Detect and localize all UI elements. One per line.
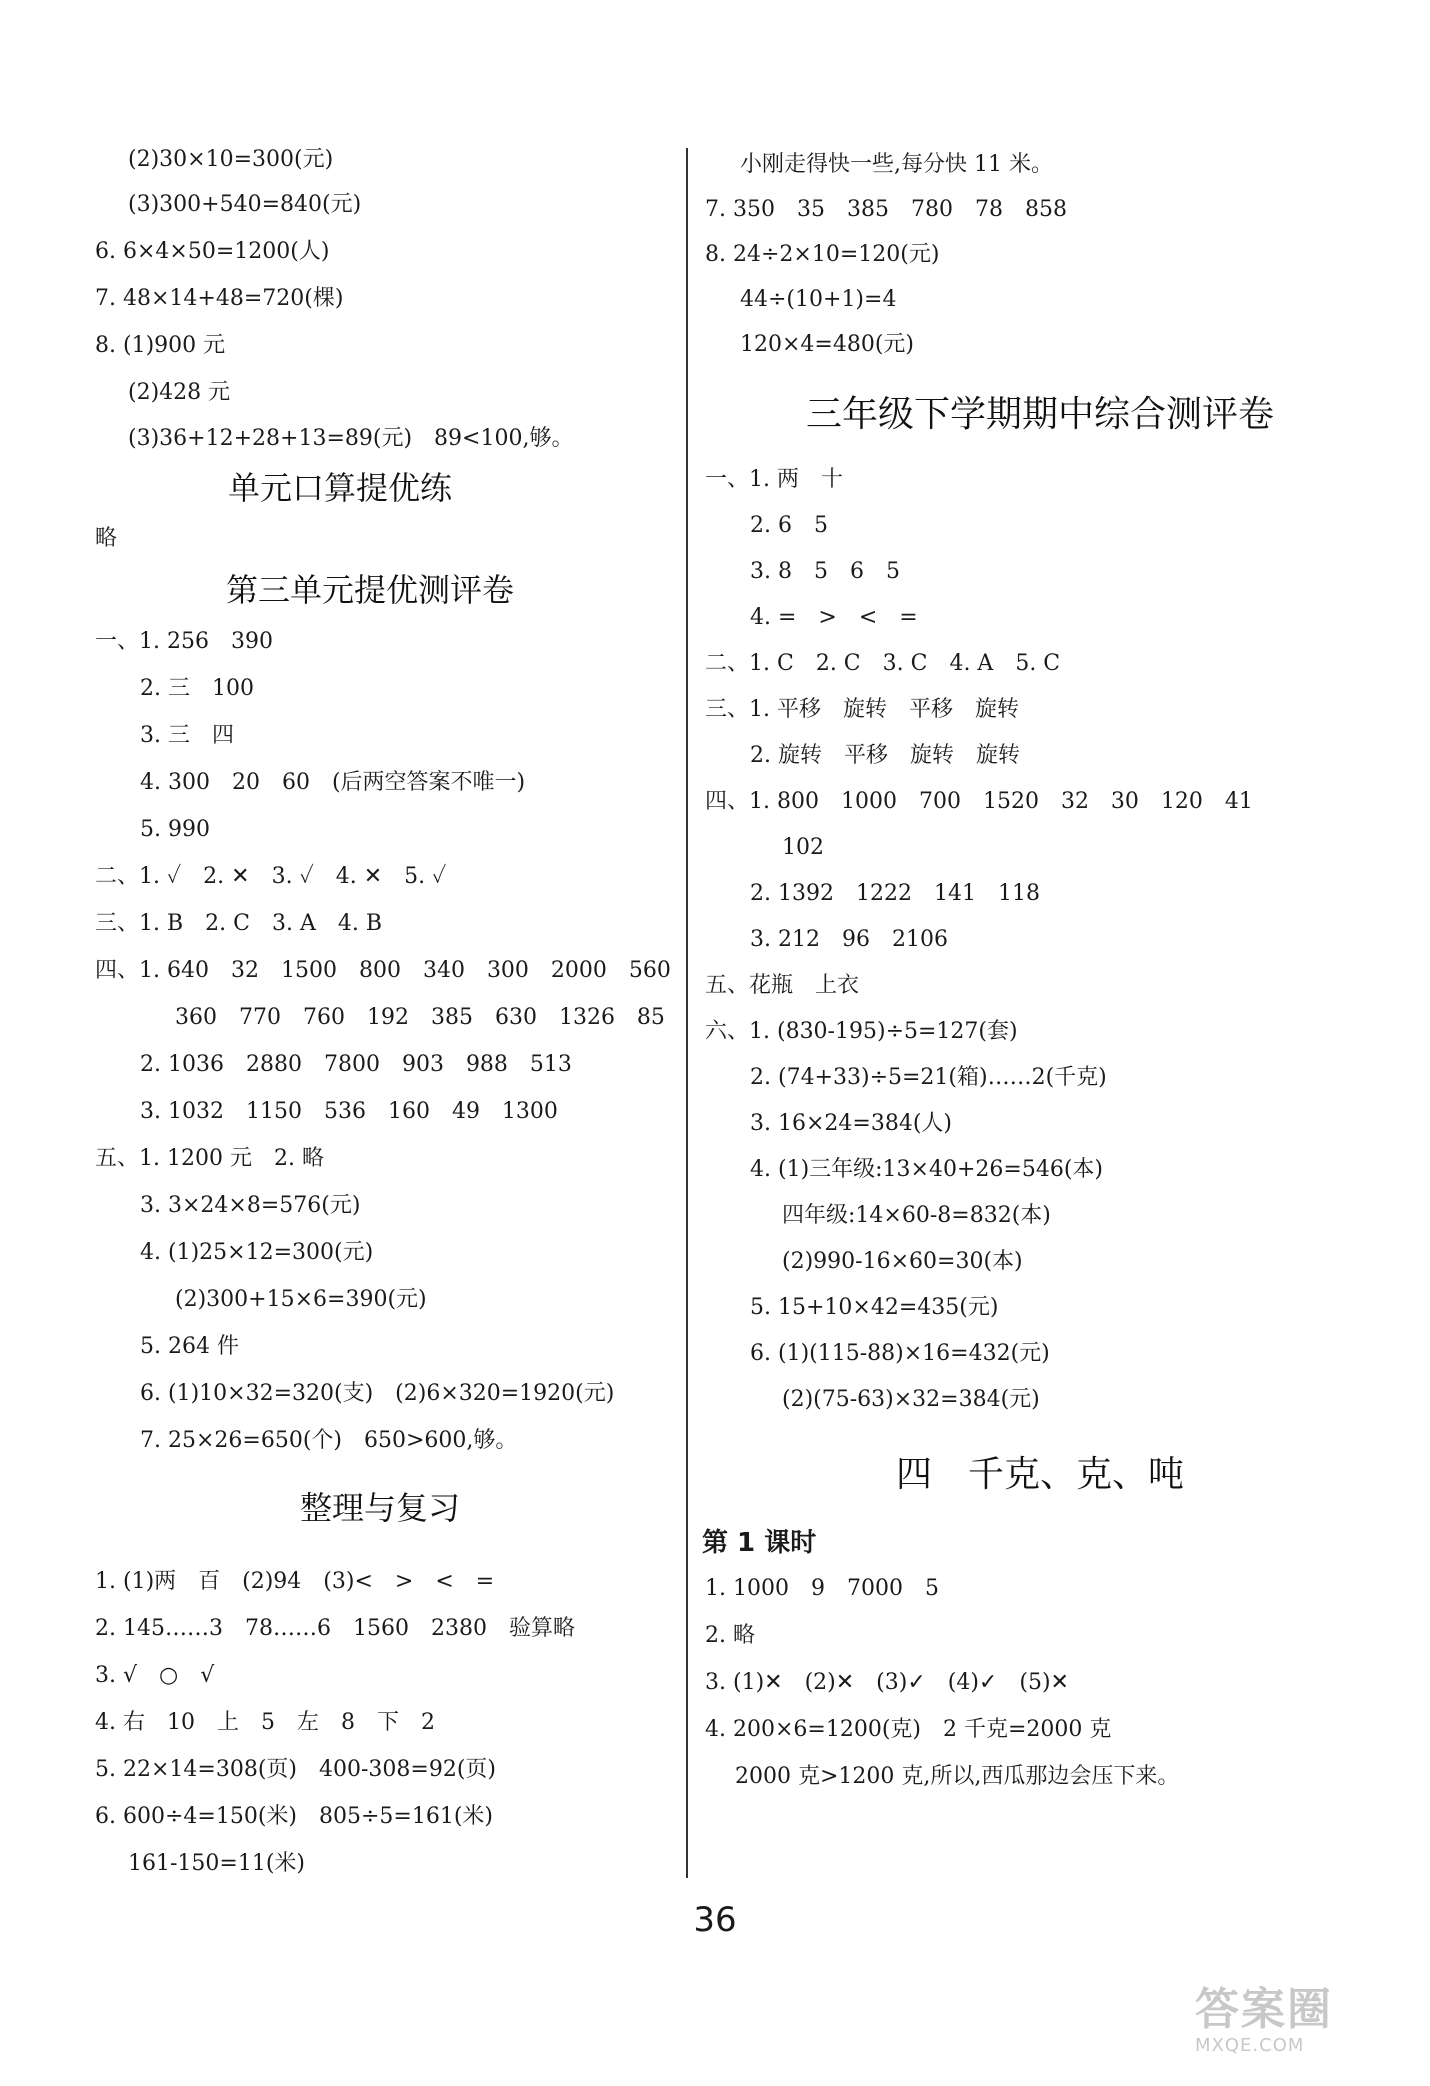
answer-line: 3. 8 5 6 5 [750, 559, 900, 584]
answer-line: 4. 200×6=1200(克) 2 千克=2000 克 [705, 1717, 1112, 1742]
answer-line: (2)(75-63)×32=384(元) [782, 1387, 1040, 1412]
section-heading-midterm: 三年级下学期期中综合测评卷 [805, 394, 1274, 435]
answer-line: 2. 旋转 平移 旋转 旋转 [750, 743, 1020, 768]
answer-line: 5. 990 [140, 817, 210, 842]
answer-line: 8. 24÷2×10=120(元) [705, 242, 940, 267]
lesson-subheading: 第 1 课时 [702, 1528, 817, 1558]
answer-line: 360 770 760 192 385 630 1326 85 [175, 1005, 665, 1030]
section-heading-unit3: 第三单元提优测评卷 [225, 571, 514, 609]
answer-line: 6. 600÷4=150(米) 805÷5=161(米) [95, 1804, 494, 1829]
page-number: 36 [693, 1900, 737, 1940]
answer-line: 三、1. 平移 旋转 平移 旋转 [705, 697, 1019, 722]
answer-line: 4. (1)25×12=300(元) [140, 1240, 374, 1265]
answer-line: 3. 1032 1150 536 160 49 1300 [140, 1099, 558, 1124]
answer-line: 2. 6 5 [750, 513, 828, 538]
answer-line: 2. 三 100 [140, 676, 254, 701]
answer-line: (2)30×10=300(元) [128, 147, 334, 172]
answer-line: 4. = > < = [750, 605, 918, 630]
answer-line: 2. 1036 2880 7800 903 988 513 [140, 1052, 572, 1077]
answer-line: (3)36+12+28+13=89(元) 89<100,够。 [128, 426, 574, 451]
answer-line: 二、1. ✓ 2. ✕ 3. ✓ 4. ✕ 5. ✓ [95, 864, 447, 889]
answer-line: 2000 克>1200 克,所以,西瓜那边会压下来。 [735, 1764, 1180, 1789]
answer-line: 略 [95, 526, 118, 551]
answer-line: 四年级:14×60-8=832(本) [782, 1203, 1051, 1228]
answer-line: 5. 264 件 [140, 1334, 239, 1359]
answer-line: 5. 22×14=308(页) 400-308=92(页) [95, 1757, 497, 1782]
section-heading-oral: 单元口算提优练 [227, 469, 452, 507]
column-divider [686, 148, 688, 1878]
answer-line: 3. 16×24=384(人) [750, 1111, 952, 1136]
answer-line: 6. 6×4×50=1200(人) [95, 239, 330, 264]
answer-line: 2. (74+33)÷5=21(箱)……2(千克) [750, 1065, 1107, 1090]
answer-line: 二、1. C 2. C 3. C 4. A 5. C [705, 651, 1061, 676]
answer-line: 2. 1392 1222 141 118 [750, 881, 1040, 906]
answer-line: 7. 350 35 385 780 78 858 [705, 197, 1067, 222]
answer-line: 2. 145……3 78……6 1560 2380 验算略 [95, 1616, 575, 1641]
answer-line: 3. 212 96 2106 [750, 927, 948, 952]
answer-line: 7. 48×14+48=720(棵) [95, 286, 344, 311]
answer-line: (3)300+540=840(元) [128, 192, 362, 217]
answer-line: 3. (1)✕ (2)✕ (3)✓ (4)✓ (5)✕ [705, 1670, 1069, 1695]
answer-line: 102 [782, 835, 824, 860]
answer-line: 5. 15+10×42=435(元) [750, 1295, 999, 1320]
answer-line: 3. 3×24×8=576(元) [140, 1193, 361, 1218]
answer-line: 1. (1)两 百 (2)94 (3)< > < = [95, 1569, 495, 1594]
answer-line: 小刚走得快一些,每分快 11 米。 [740, 152, 1053, 177]
answer-line: 五、1. 1200 元 2. 略 [95, 1146, 324, 1171]
section-heading-unit4: 四 千克、克、吨 [895, 1454, 1184, 1495]
answer-line: 120×4=480(元) [740, 332, 915, 357]
answer-line: 7. 25×26=650(个) 650>600,够。 [140, 1428, 518, 1453]
answer-line: (2)300+15×6=390(元) [175, 1287, 427, 1312]
watermark-url: MXQE.COM [1195, 2035, 1305, 2056]
answer-line: (2)990-16×60=30(本) [782, 1249, 1023, 1274]
answer-line: 六、1. (830-195)÷5=127(套) [705, 1019, 1018, 1044]
answer-line: 6. (1)(115-88)×16=432(元) [750, 1341, 1050, 1366]
answer-line: 四、1. 640 32 1500 800 340 300 2000 560 [95, 958, 671, 983]
answer-line: 1. 1000 9 7000 5 [705, 1576, 939, 1601]
answer-line: 44÷(10+1)=4 [740, 287, 897, 312]
answer-line: 4. (1)三年级:13×40+26=546(本) [750, 1157, 1103, 1182]
answer-line: 五、花瓶 上衣 [705, 973, 860, 998]
answer-line: 三、1. B 2. C 3. A 4. B [95, 911, 382, 936]
watermark-text: 答案圈 [1195, 1984, 1333, 2035]
answer-line: 6. (1)10×32=320(支) (2)6×320=1920(元) [140, 1381, 615, 1406]
answer-line: 4. 右 10 上 5 左 8 下 2 [95, 1710, 435, 1735]
answer-line: 一、1. 256 390 [95, 629, 273, 654]
answer-line: 一、1. 两 十 [705, 467, 843, 492]
watermark-logo [1195, 1985, 1420, 2075]
answer-line: 4. 300 20 60 (后两空答案不唯一) [140, 770, 526, 795]
answer-line: 161-150=11(米) [128, 1851, 306, 1876]
answer-line: 四、1. 800 1000 700 1520 32 30 120 41 [705, 789, 1253, 814]
answer-line: 3. √ ○ √ [95, 1663, 215, 1688]
answer-line: 8. (1)900 元 [95, 333, 226, 358]
answer-line: (2)428 元 [128, 380, 231, 405]
answer-line: 2. 略 [705, 1623, 755, 1648]
section-heading-review: 整理与复习 [299, 1489, 460, 1527]
answer-line: 3. 三 四 [140, 723, 234, 748]
